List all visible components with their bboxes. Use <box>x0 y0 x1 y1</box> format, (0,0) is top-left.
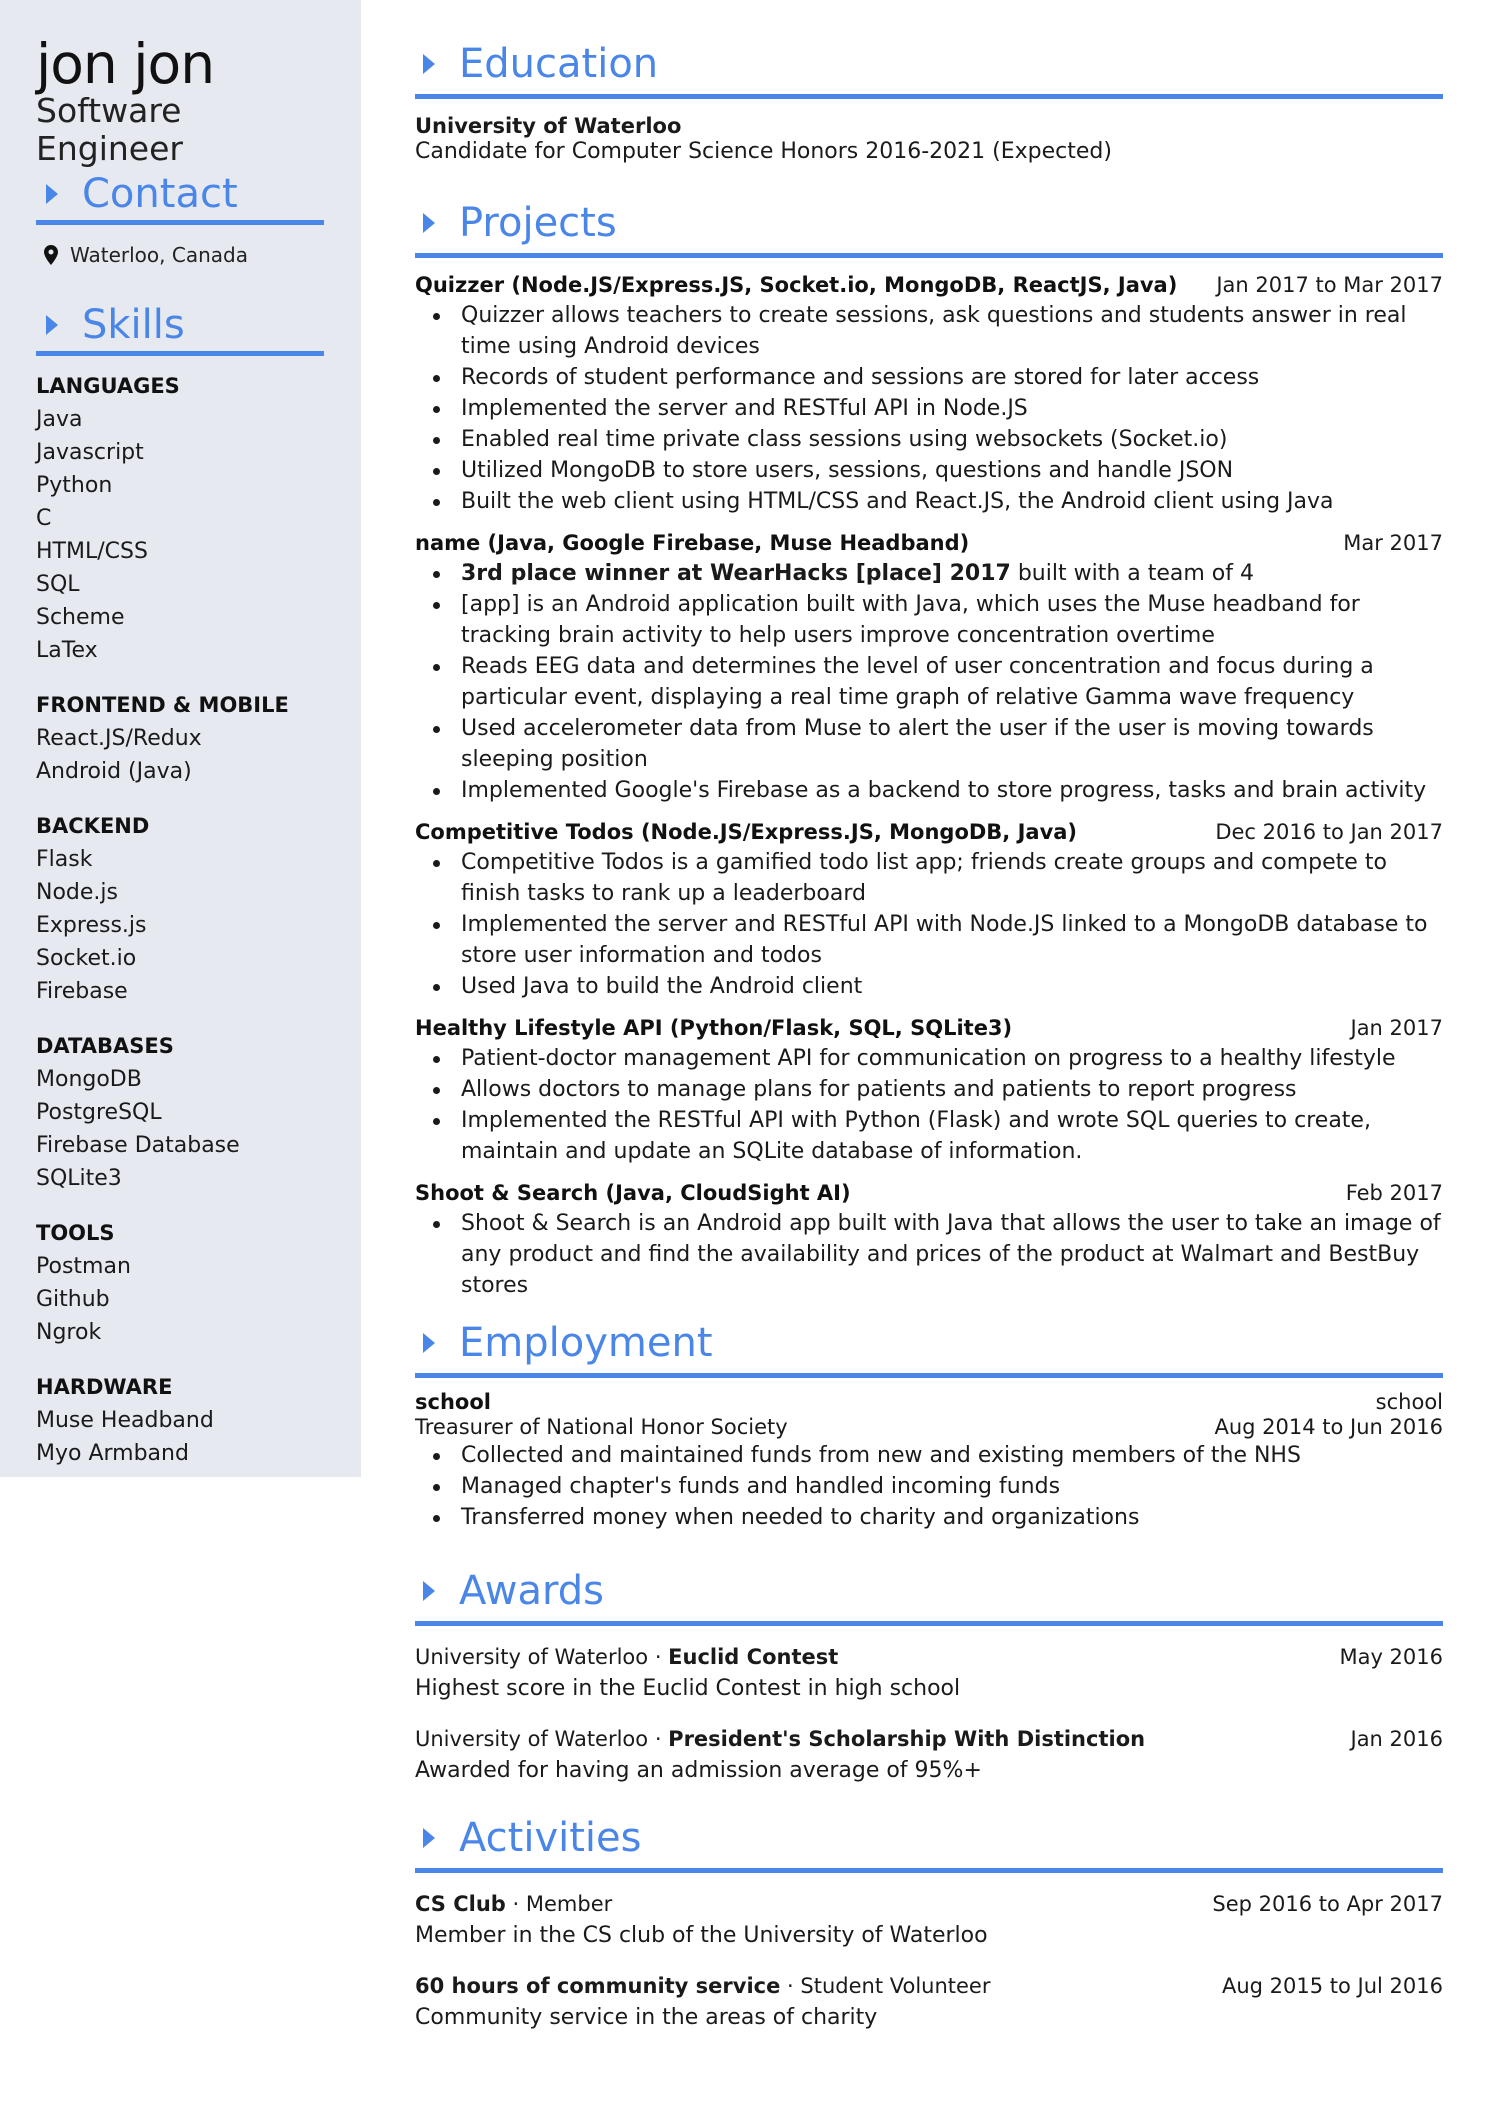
award-sep: · <box>648 1645 669 1669</box>
project-bullet: Used accelerometer data from Muse to alert the user if the user is moving towards sleeping position <box>433 713 1443 775</box>
project-bullets <box>433 558 1443 806</box>
project-header <box>415 528 1443 558</box>
award-description: Awarded for having an admission average of 95%+ <box>415 1758 982 1783</box>
project-award-rest: built with a team of 4 <box>1010 561 1254 586</box>
project-bullet: [app] is an Android application built with Java, which uses the Muse headband for tracking brain activity to help users improve concentration overtime <box>433 589 1443 651</box>
project-header <box>415 817 1443 847</box>
skill-groups <box>36 370 325 1470</box>
project-bullet: Utilized MongoDB to store users, sessions, questions and handle JSON <box>433 455 1443 486</box>
employment-org: school <box>415 1390 491 1414</box>
sidebar <box>0 0 361 1477</box>
project-header <box>415 1178 1443 1208</box>
project-header <box>415 270 1443 300</box>
project-bullet: Records of student performance and sessions are stored for later access <box>433 362 1443 393</box>
project-bullet: Allows doctors to manage plans for patients and patients to report progress <box>433 1074 1443 1105</box>
location-text: Waterloo, Canada <box>70 243 248 267</box>
employment-org-right: school <box>1375 1390 1443 1414</box>
project-entry <box>415 270 1443 517</box>
skill-group-title: BACKEND <box>36 814 150 838</box>
project-bullet: Built the web client using HTML/CSS and React.JS, the Android client using Java <box>433 486 1443 517</box>
project-bullet: Implemented the RESTful API with Python (Flask) and wrote SQL queries to create, maintain and update an SQLite database of information. <box>433 1105 1443 1167</box>
employment-bullet: Collected and maintained funds from new and existing members of the NHS <box>433 1440 1443 1471</box>
project-header <box>415 1013 1443 1043</box>
caret-right-icon <box>423 1581 435 1601</box>
contact-heading <box>36 170 324 225</box>
project-entry <box>415 528 1443 806</box>
activity-name: CS Club <box>415 1892 506 1916</box>
award-description: Highest score in the Euclid Contest in high school <box>415 1676 961 1701</box>
award-entry <box>415 1642 1443 1706</box>
skill-item: MongoDB <box>36 1067 142 1092</box>
projects-heading <box>415 195 1443 258</box>
skills-title: Skills <box>82 302 185 348</box>
project-date: Jan 2017 to Mar 2017 <box>1216 273 1443 297</box>
project-bullets <box>433 1208 1443 1301</box>
activity-title-line <box>415 1889 612 1919</box>
project-date: Mar 2017 <box>1343 531 1443 555</box>
skill-group <box>36 370 325 667</box>
education-title: Education <box>459 41 659 87</box>
award-date: Jan 2016 <box>1350 1727 1443 1751</box>
project-entry <box>415 1013 1443 1167</box>
skill-group-title: FRONTEND & MOBILE <box>36 693 289 717</box>
award-org: University of Waterloo <box>415 1645 649 1669</box>
employment-title: Employment <box>459 1320 713 1366</box>
project-bullet: Reads EEG data and determines the level of user concentration and focus during a particular event, displaying a real time graph of relative Gamma wave frequency <box>433 651 1443 713</box>
skill-item: Firebase <box>36 979 128 1004</box>
award-date: May 2016 <box>1339 1645 1443 1669</box>
project-name: Shoot & Search (Java, CloudSight AI) <box>415 1181 851 1205</box>
project-bullet: Quizzer allows teachers to create sessions, ask questions and students answer in real time using Android devices <box>433 300 1443 362</box>
skill-group <box>36 1030 325 1195</box>
main-content <box>415 36 1443 2035</box>
award-entry <box>415 1724 1443 1788</box>
map-pin-icon <box>44 245 58 265</box>
employment-heading <box>415 1315 1443 1378</box>
caret-right-icon <box>46 315 58 335</box>
activity-entry <box>415 1971 1443 2035</box>
project-bullets <box>433 847 1443 1002</box>
award-name: President's Scholarship With Distinction <box>668 1727 1146 1751</box>
caret-right-icon <box>46 184 58 204</box>
skill-item: PostgreSQL <box>36 1100 162 1125</box>
employment-position-row <box>415 1414 1443 1440</box>
skill-item: Express.js <box>36 913 147 938</box>
award-header <box>415 1642 1443 1672</box>
skill-item: Python <box>36 473 113 498</box>
person-name: jon jon <box>36 32 215 96</box>
skill-item: Ngrok <box>36 1320 102 1345</box>
project-bullets <box>433 300 1443 517</box>
skill-item: HTML/CSS <box>36 539 148 564</box>
skill-item: Node.js <box>36 880 118 905</box>
project-entry <box>415 1178 1443 1301</box>
skills-heading <box>36 301 324 356</box>
person-role: Software Engineer <box>36 91 183 168</box>
skill-item: Muse Headband <box>36 1408 214 1433</box>
project-entry <box>415 817 1443 1002</box>
award-header <box>415 1724 1443 1754</box>
activity-date: Aug 2015 to Jul 2016 <box>1221 1974 1443 1998</box>
activity-role: Student Volunteer <box>800 1974 991 1998</box>
employment-bullet: Managed chapter's funds and handled incoming funds <box>433 1471 1443 1502</box>
skill-item: React.JS/Redux <box>36 726 202 751</box>
skill-group-title: TOOLS <box>36 1221 115 1245</box>
contact-title: Contact <box>82 171 238 217</box>
activity-description: Community service in the areas of charity <box>415 2005 878 2030</box>
skill-item: Flask <box>36 847 93 872</box>
education-entry <box>415 113 1443 165</box>
skill-item: Postman <box>36 1254 131 1279</box>
awards-list <box>415 1642 1443 1788</box>
projects-title: Projects <box>459 200 617 246</box>
activities-title: Activities <box>459 1815 642 1861</box>
activity-date: Sep 2016 to Apr 2017 <box>1212 1892 1443 1916</box>
contact-location <box>44 243 325 267</box>
skill-item: LaTex <box>36 638 98 663</box>
project-date: Jan 2017 <box>1350 1016 1443 1040</box>
skill-group <box>36 810 325 1008</box>
skill-item: Javascript <box>36 440 144 465</box>
project-bullet: Enabled real time private class sessions using websockets (Socket.io) <box>433 424 1443 455</box>
project-award-bullet <box>433 558 1443 589</box>
skill-group-title: HARDWARE <box>36 1375 173 1399</box>
employment-bullet: Transferred money when needed to charity and organizations <box>433 1502 1443 1533</box>
employment-org-row <box>415 1390 1443 1414</box>
education-school: University of Waterloo <box>415 114 682 138</box>
skill-item: Scheme <box>36 605 125 630</box>
awards-title: Awards <box>459 1568 604 1614</box>
skill-item: Github <box>36 1287 110 1312</box>
skill-group <box>36 689 325 788</box>
project-bullet: Patient-doctor management API for communication on progress to a healthy lifestyle <box>433 1043 1443 1074</box>
caret-right-icon <box>423 213 435 233</box>
project-bullet: Implemented Google's Firebase as a backend to store progress, tasks and brain activity <box>433 775 1443 806</box>
employment-position: Treasurer of National Honor Society <box>415 1415 788 1439</box>
project-date: Feb 2017 <box>1345 1181 1443 1205</box>
employment-entry <box>415 1390 1443 1533</box>
activity-role: Member <box>525 1892 613 1916</box>
activity-description: Member in the CS club of the University of Waterloo <box>415 1923 988 1948</box>
skill-item: Firebase Database <box>36 1133 240 1158</box>
award-org: University of Waterloo <box>415 1727 649 1751</box>
project-award-bold: 3rd place winner at WearHacks [place] 2017 <box>461 561 1011 586</box>
skill-group <box>36 1371 325 1470</box>
project-name: Quizzer (Node.JS/Express.JS, Socket.io, MongoDB, ReactJS, Java) <box>415 273 1178 297</box>
award-title-line <box>415 1642 838 1672</box>
project-date: Dec 2016 to Jan 2017 <box>1215 820 1443 844</box>
activity-title-line <box>415 1971 990 2001</box>
skill-item: SQL <box>36 572 80 597</box>
project-bullet: Competitive Todos is a gamified todo list app; friends create groups and compete to finish tasks to rank up a leaderboard <box>433 847 1443 909</box>
award-title-line <box>415 1724 1145 1754</box>
activity-entry <box>415 1889 1443 1953</box>
skill-item: Socket.io <box>36 946 137 971</box>
project-name: name (Java, Google Firebase, Muse Headband) <box>415 531 970 555</box>
skill-item: C <box>36 506 52 531</box>
activity-sep: · <box>780 1974 801 1998</box>
projects-list <box>415 270 1443 1301</box>
project-bullets <box>433 1043 1443 1167</box>
project-bullet: Implemented the server and RESTful API in Node.JS <box>433 393 1443 424</box>
project-bullet: Used Java to build the Android client <box>433 971 1443 1002</box>
project-name: Healthy Lifestyle API (Python/Flask, SQL, SQLite3) <box>415 1016 1013 1040</box>
skill-item: Android (Java) <box>36 759 192 784</box>
project-bullet: Shoot & Search is an Android app built with Java that allows the user to take an image of any product and find the availability and prices of the product at Walmart and BestBuy stores <box>433 1208 1443 1301</box>
activity-header <box>415 1889 1443 1919</box>
activities-list <box>415 1889 1443 2035</box>
project-name: Competitive Todos (Node.JS/Express.JS, MongoDB, Java) <box>415 820 1078 844</box>
caret-right-icon <box>423 54 435 74</box>
award-name: Euclid Contest <box>668 1645 839 1669</box>
skill-item: Myo Armband <box>36 1441 189 1466</box>
project-bullet: Implemented the server and RESTful API with Node.JS linked to a MongoDB database to store user information and todos <box>433 909 1443 971</box>
activity-header <box>415 1971 1443 2001</box>
skill-item: Java <box>36 407 83 432</box>
activity-name: 60 hours of community service <box>415 1974 781 1998</box>
awards-heading <box>415 1563 1443 1626</box>
skill-item: SQLite3 <box>36 1166 122 1191</box>
skill-group <box>36 1217 325 1349</box>
award-sep: · <box>648 1727 669 1751</box>
skill-group-title: LANGUAGES <box>36 374 180 398</box>
activities-heading <box>415 1810 1443 1873</box>
employment-date: Aug 2014 to Jun 2016 <box>1214 1415 1443 1439</box>
education-degree: Candidate for Computer Science Honors 2016-2021 (Expected) <box>415 139 1112 164</box>
activity-sep: · <box>505 1892 526 1916</box>
caret-right-icon <box>423 1333 435 1353</box>
skill-group-title: DATABASES <box>36 1034 174 1058</box>
employment-bullets <box>433 1440 1443 1533</box>
education-heading <box>415 36 1443 99</box>
caret-right-icon <box>423 1828 435 1848</box>
